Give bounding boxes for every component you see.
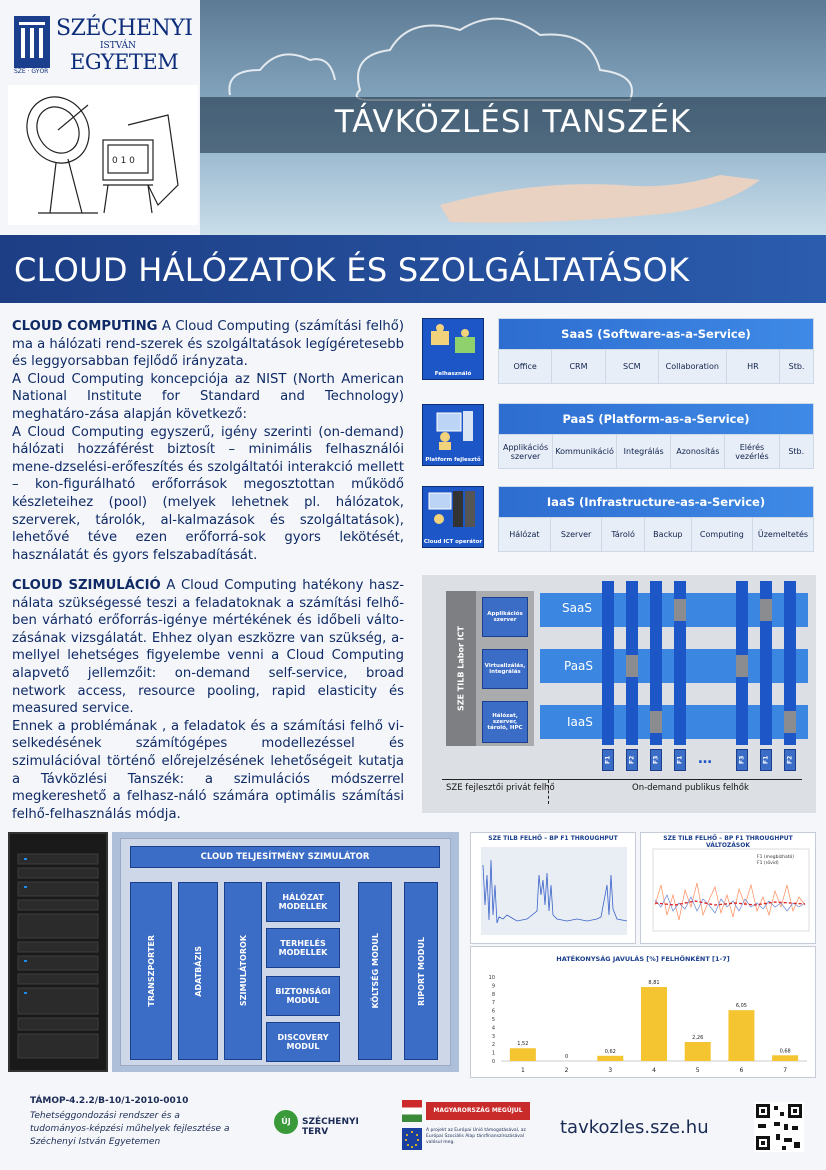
iaas-item: Hálózat xyxy=(499,518,551,551)
paas-item: Kommunikáció xyxy=(553,435,617,468)
platform-role-card xyxy=(422,404,484,466)
bar xyxy=(641,987,667,1061)
project-desc-1: Tehetséggondozási rendszer és a xyxy=(30,1111,180,1121)
scope-line xyxy=(442,779,802,780)
satellite-sketch-image xyxy=(8,85,198,225)
server-icon xyxy=(423,487,485,537)
project-info xyxy=(30,1096,229,1149)
cc-paragraph-1: A Cloud Computing (számítási felhő) ma a hálózati rend-szerek és szolgáltatások legígéretesebb és leggyorsabban fejlődő irányzata. xyxy=(12,319,404,370)
bar xyxy=(772,1055,798,1061)
saas-title: SaaS (Software-as-a-Service) xyxy=(499,319,813,349)
security-module: BIZTONSÁGI MODUL xyxy=(266,976,340,1016)
eu-flag-icon xyxy=(402,1128,422,1150)
y-tick-label: 0 xyxy=(491,1059,495,1065)
server-rack-image xyxy=(8,832,108,1072)
task-allocation-block xyxy=(626,655,638,677)
saas-item: SCM xyxy=(606,350,659,383)
paas-item: Integrálás xyxy=(617,435,671,468)
website-link[interactable]: tavkozles.sze.hu xyxy=(560,1117,709,1138)
sim-layer-paas: PaaS xyxy=(564,659,594,673)
task-column xyxy=(602,581,614,745)
efficiency-bar-chart xyxy=(470,946,816,1078)
cs-paragraph-2: Ennek a problémának , a feladatok és a számítási felhő vi-selkedésének számítógépes modellezéssel és szimulációval történő előrejelzésének lehetőségeit kutatja a Távközlési Tanszék: a szimulációs módszerrel megkereshető a felhasz-náló számára optimális számítási felhő-felhasználás módja. xyxy=(12,718,404,822)
paas-item: Applikációs szerver xyxy=(499,435,553,468)
bar-chart-plot xyxy=(471,961,817,1077)
logo-line2: ISTVÁN xyxy=(100,41,136,51)
throughput-change-title: SZE TILB FELHŐ – BP F1 THROUGHPUT VÁLTOZÁSOK xyxy=(663,835,793,849)
role-label-user: Felhasználó xyxy=(434,371,472,377)
lab-column xyxy=(446,591,476,746)
qr-code-icon xyxy=(754,1102,804,1152)
y-tick-label: 5 xyxy=(491,1017,495,1023)
iaas-item: Computing xyxy=(692,518,753,551)
cost-module xyxy=(358,882,392,1060)
task-label: F1 xyxy=(674,749,686,771)
x-tick-label: 6 xyxy=(739,1067,744,1074)
y-tick-label: 8 xyxy=(491,991,495,998)
database-label: ADATBÁZIS xyxy=(193,945,203,997)
x-tick-label: 3 xyxy=(608,1067,613,1074)
simulator-title: CLOUD TELJESÍTMÉNY SZIMULÁTOR xyxy=(130,846,440,868)
throughput-chart xyxy=(470,832,636,944)
bar xyxy=(510,1048,536,1061)
bar-value-label: 6,05 xyxy=(735,1003,747,1010)
saas-layer xyxy=(498,318,814,384)
saas-item: Stb. xyxy=(788,362,805,371)
cloud-simulation-text xyxy=(12,577,404,823)
szechenyi-terv-logo xyxy=(274,1110,384,1142)
iaas-item: Backup xyxy=(645,518,692,551)
paas-item: Stb. xyxy=(788,447,805,456)
y-tick-label: 1 xyxy=(491,1050,495,1057)
simulators-module xyxy=(224,882,262,1060)
bar xyxy=(728,1010,754,1061)
university-logo xyxy=(8,10,200,80)
iaas-item: Üzemeltetés xyxy=(757,530,809,539)
poster-title: CLOUD HÁLÓZATOK ÉS SZOLGÁLTATÁSOK xyxy=(14,251,690,289)
y-tick-label: 6 xyxy=(491,1008,495,1015)
paas-title: PaaS (Platform-as-a-Service) xyxy=(499,404,813,434)
sim-layer-iaas: IaaS xyxy=(567,715,593,729)
project-desc-2: tudományos-képzési műhelyek fejlesztése a xyxy=(30,1124,230,1134)
project-desc-3: Széchenyi István Egyetemen xyxy=(30,1137,161,1147)
task-label: F1 xyxy=(602,749,614,771)
y-tick-label: 2 xyxy=(491,1042,495,1049)
hungarian-flag-icon xyxy=(402,1100,422,1122)
x-tick-label: 4 xyxy=(652,1067,656,1074)
main-banner xyxy=(0,235,826,303)
sim-layer-saas: SaaS xyxy=(562,601,592,615)
bar-chart-title: HATÉKONYSÁG JAVULÁS [%] FELHŐNKÉNT [1-7] xyxy=(556,955,730,963)
y-tick-label: 10 xyxy=(488,975,495,981)
x-tick-label: 1 xyxy=(520,1067,525,1074)
cc-paragraph-3: A Cloud Computing egyszerű, igény szerinti (on-demand) hálózati hozzáférést biztosít – minimális felhasználói mene-dzselési-erőfeszítés és szolgáltatói interakció mellett – kon-figurálható erőforrások megosztottan működő készleteihez (pool) (melyek lehetnek pl. hálózatok, szerverek, tárolók, al-kalmazások és szolgáltatások), lehetővé téve ezen erőforrá-sok gyors lekötését, használatát és gyors felszabadítását. xyxy=(12,424,404,563)
task-label: F2 xyxy=(626,749,638,771)
simulator-diagram xyxy=(112,832,459,1072)
cs-paragraph-1: A Cloud Computing hatékony hasz-nálata szükségessé teszi a feladatoknak a számítási felhő-ben várható erőforrás-igénye mértékének és időbeli válto-zásának vizsgálatát. Ehhez olyan eszközre van szükség, a-mellyel lehetséges figyelembe venni a Cloud Computing alapvető jellemzőit: on-demand self-service, broad network access, resource pooling, rapid elasticity és measured service. xyxy=(12,578,404,717)
cloud-simulation-diagram xyxy=(422,575,816,813)
cloud-simulation-heading: CLOUD SZIMULÁCIÓ xyxy=(12,578,161,593)
bar-value-label: 1,52 xyxy=(517,1041,529,1048)
svg-text:0 1 0: 0 1 0 xyxy=(112,156,135,166)
infrastructure-box: Hálózat, szerver, tároló, HPC xyxy=(482,701,528,743)
bar xyxy=(685,1042,711,1061)
task-allocation-block xyxy=(650,711,662,733)
task-labels xyxy=(598,749,808,773)
iaas-title: IaaS (Infrastructure-as-a-Service) xyxy=(499,487,813,517)
hero-banner xyxy=(200,0,826,235)
y-tick-label: 3 xyxy=(491,1033,495,1040)
y-tick-label: 9 xyxy=(491,983,495,990)
x-tick-label: 5 xyxy=(695,1067,700,1074)
hungary-renews-text: MAGYARORSZÁG MEGÚJUL xyxy=(426,1102,530,1120)
cost-label: KÖLTSÉG MODUL xyxy=(370,933,380,1009)
developer-icon xyxy=(423,405,485,455)
logo-line3: EGYETEM xyxy=(70,50,179,74)
iaas-item: Szerver xyxy=(551,518,603,551)
eu-funding-badge xyxy=(402,1100,530,1152)
role-label-platform: Platform fejlesztő xyxy=(425,457,481,463)
bar-value-label: 0,68 xyxy=(779,1048,791,1055)
logo-tag: SZE · GYŐR xyxy=(14,68,49,75)
project-code: TÁMOP-4.2.2/B-10/1-2010-0010 xyxy=(30,1096,189,1106)
logo-line1: SZÉCHENYI xyxy=(56,16,193,41)
public-cloud-label: On-demand publikus felhők xyxy=(632,783,749,793)
app-server-box: Applikációs szerver xyxy=(482,597,528,637)
user-role-card xyxy=(422,318,484,380)
x-tick-label: 7 xyxy=(783,1067,788,1074)
legend-series-1: F1 (megbízható) xyxy=(757,855,794,860)
discovery-module: DISCOVERY MODUL xyxy=(266,1022,340,1062)
y-tick-label: 4 xyxy=(491,1025,495,1032)
users-icon xyxy=(423,319,485,369)
database-module xyxy=(178,882,218,1060)
department-title: TÁVKÖZLÉSI TANSZÉK xyxy=(334,104,692,140)
lab-label: SZE TILB Labor ICT xyxy=(456,626,466,711)
transporter-label: TRANSZPORTER xyxy=(146,935,156,1007)
task-label: F3 xyxy=(650,749,662,771)
iaas-layer xyxy=(498,486,814,552)
saas-item: Office xyxy=(499,350,552,383)
szechenyi-terv-icon: ÚJ xyxy=(274,1110,298,1134)
paas-item: Elérés vezérlés xyxy=(725,435,779,468)
operator-role-card xyxy=(422,486,484,548)
report-label: RIPORT MODUL xyxy=(416,936,426,1006)
bar-value-label: 0 xyxy=(564,1054,569,1060)
x-tick-label: 2 xyxy=(564,1067,569,1074)
cc-paragraph-2: A Cloud Computing koncepciója az NIST (North American National Institute for Standard and Technology) meghatáro-zása alapján következő: xyxy=(12,371,404,422)
iaas-item: Tároló xyxy=(602,518,644,551)
role-label-operator: Cloud ICT operátor xyxy=(423,539,483,545)
network-models: HÁLÓZAT MODELLEK xyxy=(266,882,340,922)
cloud-computing-heading: CLOUD COMPUTING xyxy=(12,319,158,334)
report-module xyxy=(404,882,438,1060)
bar-value-label: 2,26 xyxy=(692,1035,704,1042)
saas-item: CRM xyxy=(552,350,605,383)
task-allocation-block xyxy=(674,599,686,621)
throughput-change-chart xyxy=(640,832,816,944)
logo-mark-icon xyxy=(14,16,50,68)
virtualization-box: Virtualizálás, integrálás xyxy=(482,649,528,689)
simulators-label: SZIMULÁTOROK xyxy=(238,935,248,1007)
task-allocation-block xyxy=(760,599,772,621)
private-cloud-label: SZE fejlesztői privát felhő xyxy=(446,783,555,793)
bar xyxy=(597,1056,623,1061)
bar-value-label: 0,62 xyxy=(604,1048,616,1055)
task-ellipsis: … xyxy=(698,751,712,767)
eu-funding-text: A projekt az Európai Unió támogatásával, az Európai Szociális Alap társfinanszírozásával valósul meg. xyxy=(426,1128,526,1145)
bar-value-label: 8,81 xyxy=(648,979,660,986)
saas-item: HR xyxy=(727,350,780,383)
throughput-chart-title: SZE TILB FELHŐ – BP F1 THROUGHPUT xyxy=(488,835,618,842)
task-label: F2 xyxy=(784,749,796,771)
task-label: F1 xyxy=(760,749,772,771)
paas-item: Azonosítás xyxy=(671,435,725,468)
task-allocation-block xyxy=(736,655,748,677)
y-tick-label: 7 xyxy=(491,1000,495,1007)
task-label: F3 xyxy=(736,749,748,771)
legend-series-2: F1 (rövid) xyxy=(757,861,779,866)
load-models: TERHELÉS MODELLEK xyxy=(266,928,340,968)
task-allocation-block xyxy=(784,711,796,733)
transporter-module xyxy=(130,882,172,1060)
cloud-computing-text xyxy=(12,318,404,564)
szechenyi-terv-text: SZÉCHENYI TERV xyxy=(302,1117,359,1137)
paas-layer xyxy=(498,403,814,469)
saas-item: Collaboration xyxy=(659,350,727,383)
